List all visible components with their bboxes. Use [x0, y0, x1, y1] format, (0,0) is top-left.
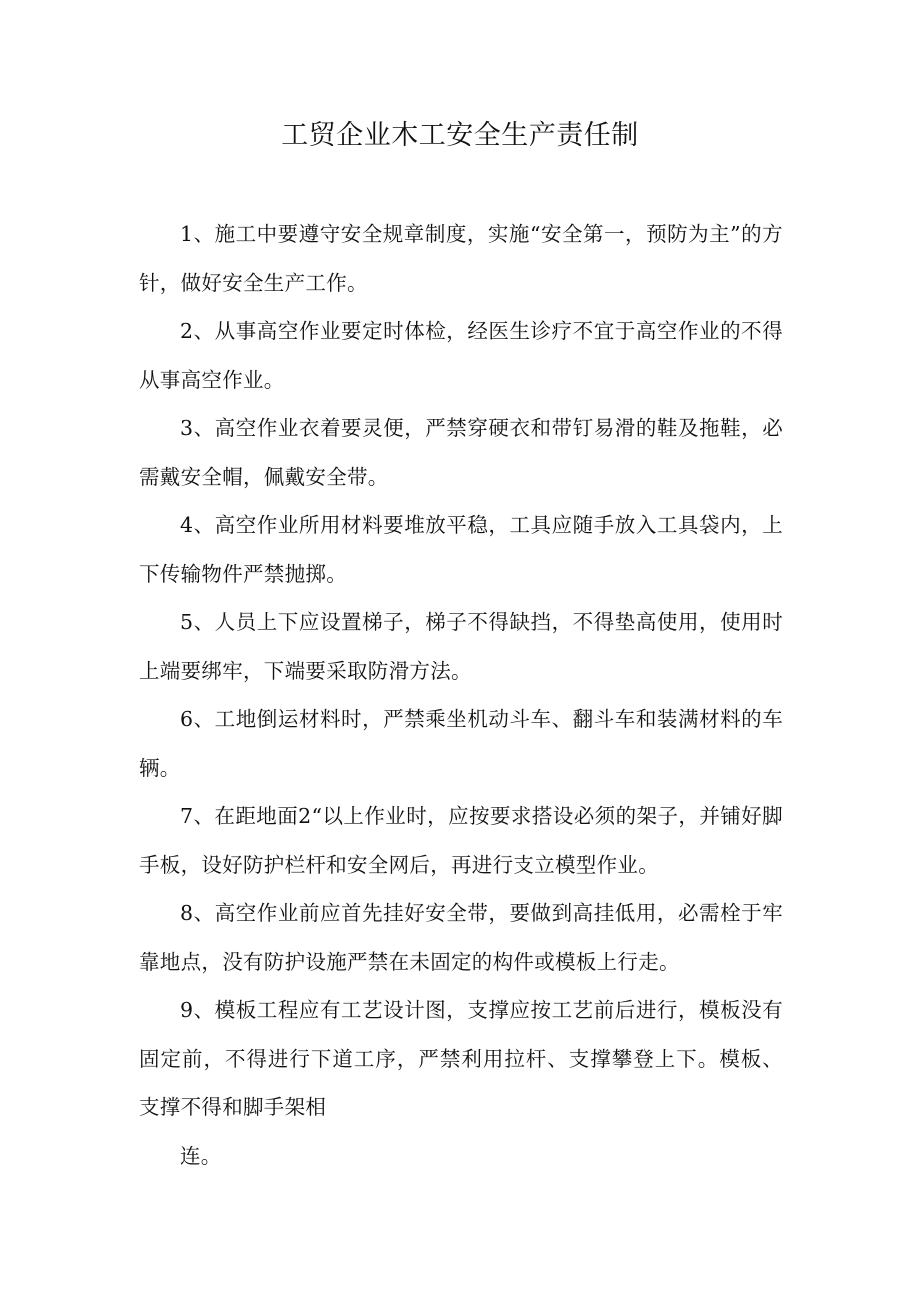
document-body	[139, 210, 783, 1180]
paragraph-7: 7、在距地面2“以上作业时，应按要求搭设必须的架子，并铺好脚手板，设好防护栏杆和安全网后，再进行支立模型作业。	[139, 804, 783, 877]
paragraph-2: 2、从事高空作业要定时体检，经医生诊疗不宜于高空作业的不得从事高空作业。	[139, 319, 783, 392]
paragraph-9-continuation: 连。	[180, 1143, 222, 1168]
paragraph-9: 9、模板工程应有工艺设计图，支撑应按工艺前后进行，模板没有固定前，不得进行下道工序，严禁利用拉杆、支撑攀登上下。模板、支撑不得和脚手架相	[139, 998, 783, 1119]
paragraph-5: 5、人员上下应设置梯子，梯子不得缺挡，不得垫高使用，使用时上端要绑牢，下端要采取防滑方法。	[139, 610, 783, 683]
paragraph-3: 3、高空作业衣着要灵便，严禁穿硬衣和带钉易滑的鞋及拖鞋，必需戴安全帽，佩戴安全带。	[139, 416, 783, 489]
document-title: 工贸企业木工安全生产责任制	[281, 120, 639, 151]
paragraph-6: 6、工地倒运材料时，严禁乘坐机动斗车、翻斗车和装满材料的车辆。	[139, 707, 783, 780]
paragraph-4: 4、高空作业所用材料要堆放平稳，工具应随手放入工具袋内，上下传输物件严禁抛掷。	[139, 513, 783, 586]
paragraph-8: 8、高空作业前应首先挂好安全带，要做到高挂低用，必需栓于牢靠地点，没有防护设施严禁在未固定的构件或模板上行走。	[139, 901, 783, 974]
paragraph-1: 1、施工中要遵守安全规章制度，实施“安全第一，预防为主”的方针，做好安全生产工作。	[139, 222, 783, 295]
